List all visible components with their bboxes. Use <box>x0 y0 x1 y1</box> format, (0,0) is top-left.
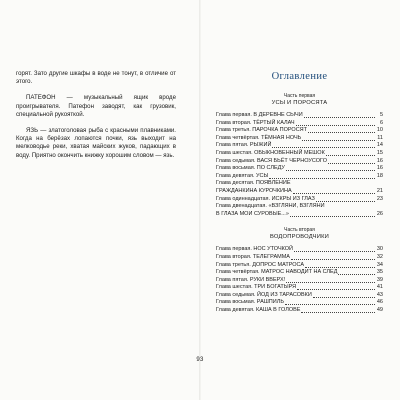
toc-entry <box>216 112 383 120</box>
toc-entry <box>216 127 383 135</box>
toc-entry <box>216 211 383 219</box>
part-two-entries <box>216 246 383 314</box>
toc-leader-dots <box>313 297 375 298</box>
toc-leader-dots <box>302 140 375 141</box>
toc-entry-title: В ГЛАЗА МОИ СУРОВЫЕ...» <box>216 210 289 217</box>
table-of-contents <box>216 70 383 315</box>
toc-entry <box>216 120 383 128</box>
paragraph-patefon: ПАТЕФОН — музыкальный ящик вроде проигрывателя. Патефон заводят, как грузовик, специальной рукояткой. <box>16 94 176 118</box>
toc-entry-page: 10 <box>376 127 383 134</box>
toc-entry-title: ГРАЖДАНКИНА КУРОЧКИНА <box>216 187 292 194</box>
page-number: 93 <box>196 357 204 363</box>
toc-entry <box>216 269 383 277</box>
toc-entry <box>216 284 383 292</box>
toc-leader-dots <box>316 201 375 202</box>
toc-leader-dots <box>308 132 375 133</box>
toc-leader-dots <box>326 155 375 156</box>
toc-entry <box>216 277 383 285</box>
toc-entry <box>216 150 383 158</box>
toc-entry <box>216 292 383 300</box>
toc-entry-title: Глава вторая. ТЁРТЫЙ КАЛАЧ <box>216 119 295 126</box>
toc-leader-dots <box>301 312 375 313</box>
paragraph-yaz: ЯЗЬ — златоголовая рыба с красными плавниками. Когда на берёзах лопаются почки, язь выходит на мелководье реки, хватая майских жуков, падающих в воду. Приятно окончить книжку хорошим словом — язь. <box>16 127 176 159</box>
toc-entry-title: Глава шестая. ТРИ БОГАТЫРЯ <box>216 284 297 291</box>
toc-entry <box>216 158 383 166</box>
toc-entry <box>216 203 383 211</box>
page-gutter <box>199 0 201 400</box>
toc-entry <box>216 173 383 181</box>
toc-entry-page: 6 <box>379 119 383 126</box>
part-two-title: ВОДОПРОВОДЧИКИ <box>269 233 330 240</box>
left-page-text <box>16 70 176 160</box>
part-two-label: Часть вторая <box>284 227 315 234</box>
toc-entry-title: Глава первая. НОС УТОЧКОЙ <box>216 246 293 253</box>
toc-entry <box>216 299 383 307</box>
toc-leader-dots <box>272 147 375 148</box>
toc-entry-page: 43 <box>376 291 383 298</box>
toc-entry-page: 23 <box>376 195 383 202</box>
toc-entry-page: 46 <box>376 299 383 306</box>
toc-leader-dots <box>291 259 375 260</box>
toc-entry-title: Глава восьмая. РАШПИЛЬ <box>216 299 284 306</box>
toc-entry-title: Глава двенадцатая. «ВЗГЛЯНИ, ВЗГЛЯНИ <box>216 203 325 210</box>
toc-entry <box>216 262 383 270</box>
toc-entry-title: Глава третья. ПАРОЧКА ПОРОСЯТ <box>216 127 308 134</box>
toc-entry-title: Глава пятая. РУКИ ВВЕРХ! <box>216 276 286 283</box>
toc-entry-page: 49 <box>376 307 383 314</box>
toc-entry-title: Глава девятая. УСЫ <box>216 172 269 179</box>
toc-entry <box>216 307 383 315</box>
toc-entry <box>216 254 383 262</box>
toc-entry-title: Глава вторая. ТЕЛЕГРАММА <box>216 253 290 260</box>
toc-entry <box>216 142 383 150</box>
toc-entry-title: Глава восьмая. ПО СЛЕДУ <box>216 165 285 172</box>
toc-entry-page: 39 <box>376 276 383 283</box>
toc-entry-page: 35 <box>376 269 383 276</box>
toc-leader-dots <box>338 274 375 275</box>
toc-leader-dots <box>269 178 375 179</box>
toc-leader-dots <box>285 304 375 305</box>
toc-entry-title: Глава девятая. КАША В ГОЛОВЕ <box>216 307 301 314</box>
toc-entry-page: 18 <box>376 172 383 179</box>
toc-title: Оглавление <box>271 71 328 82</box>
toc-entry-page: 32 <box>376 253 383 260</box>
toc-leader-dots <box>304 117 375 118</box>
toc-entry-title: Глава первая. В ДЕРЕВНЕ СЫЧИ <box>216 112 303 118</box>
toc-leader-dots <box>286 282 375 283</box>
toc-entry-title: Глава десятая. ПОЯВЛЕНИЕ <box>216 180 291 187</box>
paragraph-continuation: горят. Зато другие шкафы в воде не тонут, в отличие от этого. <box>16 70 176 86</box>
toc-entry <box>216 196 383 204</box>
part-one-title: УСЫ И ПОРОСЯТА <box>271 99 328 106</box>
toc-entry-page: 26 <box>376 210 383 217</box>
toc-leader-dots <box>290 216 375 217</box>
toc-entry-title: Глава четвёртая. ТЁМНАЯ НОЧЬ <box>216 134 302 141</box>
toc-leader-dots <box>296 125 375 126</box>
toc-entry-page: 15 <box>376 149 383 156</box>
toc-entry-title: Глава третья. ДОПРОС МАТРОСА <box>216 261 305 268</box>
toc-entry-page: 30 <box>376 246 383 253</box>
toc-leader-dots <box>294 251 375 252</box>
toc-entry-title: Глава седьмая. ВАСЯ БЬЁТ ЧЕРНОУСОГО <box>216 157 328 164</box>
toc-entry <box>216 165 383 173</box>
toc-entry-page: 5 <box>379 112 383 118</box>
toc-entry-page: 41 <box>376 284 383 291</box>
toc-leader-dots <box>297 289 375 290</box>
toc-entry-page: 16 <box>376 157 383 164</box>
toc-entry <box>216 180 383 188</box>
part-one-entries <box>216 112 383 218</box>
toc-entry-title: Глава пятая. РЫЖИЙ <box>216 142 272 149</box>
toc-entry-title: Глава одиннадцатая. ИСКРЫ ИЗ ГЛАЗ <box>216 195 315 202</box>
toc-entry-title: Глава шестая. ОБЫКНОВЕННЫЙ МЕШОК <box>216 149 325 156</box>
toc-entry <box>216 246 383 254</box>
toc-leader-dots <box>328 163 375 164</box>
toc-leader-dots <box>293 193 375 194</box>
toc-entry-page: 11 <box>377 134 383 141</box>
toc-entry-page: 14 <box>376 142 383 149</box>
toc-entry-title: Глава седьмая. ЙОД ИЗ ТАРАСОВКИ <box>216 291 312 298</box>
toc-entry-page: 34 <box>376 261 383 268</box>
toc-entry <box>216 188 383 196</box>
part-one-label: Часть первая <box>283 93 316 99</box>
toc-leader-dots <box>286 170 375 171</box>
toc-entry-page: 21 <box>376 187 383 194</box>
toc-leader-dots <box>305 267 375 268</box>
toc-entry-title: Глава четвёртая. МАТРОС НАВОДИТ НА СЛЕД <box>216 269 338 276</box>
toc-entry-page: 16 <box>376 165 383 172</box>
